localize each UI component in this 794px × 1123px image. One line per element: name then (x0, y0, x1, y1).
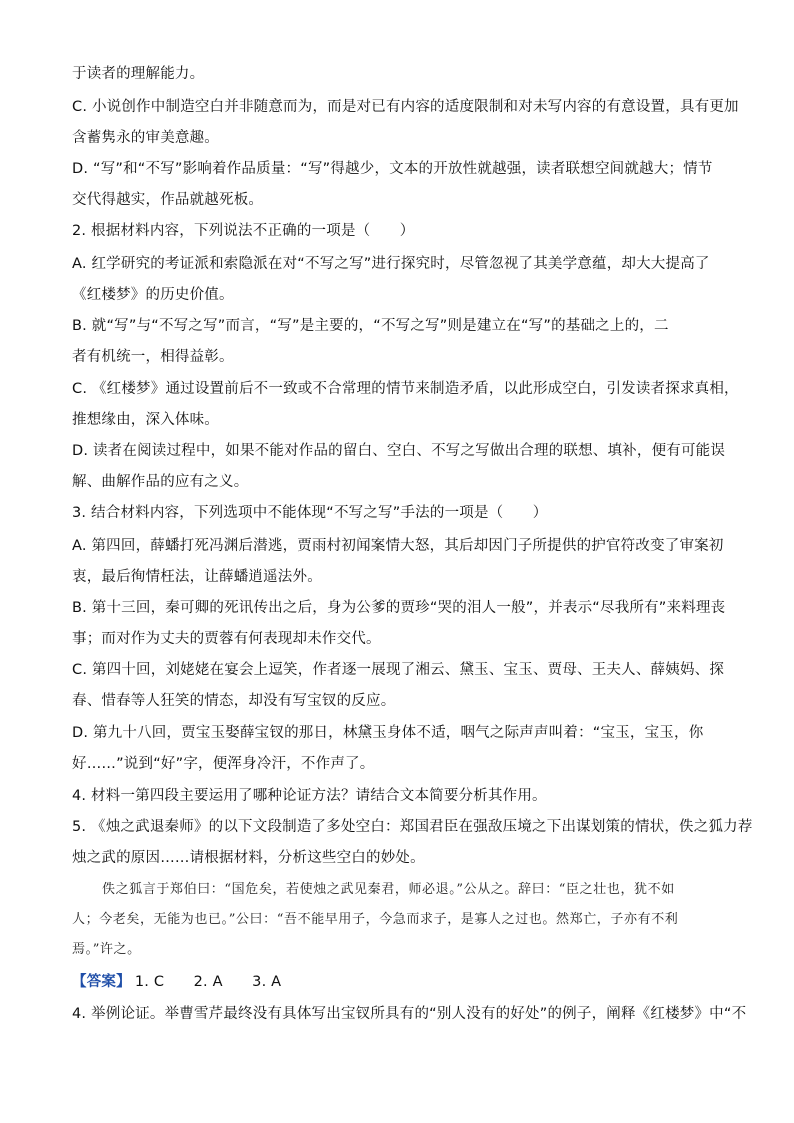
answer-values: 1. C 2. A 3. A (134, 974, 282, 990)
text-line: 推想缘由，深入体味。 (72, 412, 219, 428)
text-line: D. “写”和“不写”影响着作品质量：“写”得越少，文本的开放性就越强，读者联想空间就越大；情节 (72, 161, 713, 177)
answer-explanation: 4. 举例论证。举曹雪芹最终没有具体写出宝钗所具有的“别人没有的好处”的例子，阐释《红楼梦》中“不 (72, 1006, 747, 1022)
text-line: 含蓄隽永的审美意趣。 (72, 130, 219, 146)
text-line: 衷，最后徇情枉法，让薛蟠逍遥法外。 (72, 569, 322, 585)
quote-line: 人；今老矣，无能为也已。”公曰：“吾不能早用子，今急而求子，是寡人之过也。然郑亡，子亦有不利 (72, 912, 679, 927)
text-line: 春、惜春等人狂笑的情态，却没有写宝钗的反应。 (72, 693, 396, 709)
question-4: 4. 材料一第四段主要运用了哪种论证方法？请结合文本简要分析其作用。 (72, 788, 547, 804)
question-3: 3. 结合材料内容，下列选项中不能体现“不写之写”手法的一项是（ ） (72, 505, 548, 521)
question-2: 2. 根据材料内容，下列说法不正确的一项是（ ） (72, 223, 415, 239)
text-line: A. 红学研究的考证派和索隐派在对“不写之写”进行探究时，尽管忽视了其美学意蕴，却大大提高了 (72, 256, 710, 272)
text-line: C. 《红楼梦》通过设置前后不一致或不合常理的情节来制造矛盾，以此形成空白，引发读者探求真相， (72, 381, 739, 397)
answer-line (72, 972, 281, 992)
text-line: C. 小说创作中制造空白并非随意而为，而是对已有内容的适度限制和对未写内容的有意设置，具有更加 (72, 99, 739, 115)
text-line: C. 第四十回，刘姥姥在宴会上逗笑，作者逐一展现了湘云、黛玉、宝玉、贾母、王夫人、薛姨妈、探 (72, 662, 725, 678)
text-line: 者有机统一，相得益彰。 (72, 349, 234, 365)
text-line: B. 就“写”与“不写之写”而言，“写”是主要的，“不写之写”则是建立在“写”的基础之上的，二 (72, 318, 669, 334)
text-line: 事；而对作为丈夫的贾蓉有何表现却未作交代。 (72, 631, 381, 647)
answer-tag: 【答案】 (72, 974, 131, 990)
text-line: 烛之武的原因……请根据材料，分析这些空白的妙处。 (72, 850, 425, 866)
text-line: B. 第十三回，秦可卿的死讯传出之后，身为公爹的贾珍“哭的泪人一般”，并表示“尽我所有”来料理丧 (72, 600, 726, 616)
text-line: 好……”说到“好”字，便浑身冷汗，不作声了。 (72, 756, 375, 772)
quote-line: 焉。”许之。 (72, 942, 141, 957)
text-line: D. 第九十八回，贾宝玉娶薛宝钗的那日，林黛玉身体不适，咽气之际声声叫着：“宝玉，宝玉，你 (72, 725, 704, 741)
text-line: 解、曲解作品的应有之义。 (72, 474, 249, 490)
text-line: 于读者的理解能力。 (72, 66, 205, 82)
text-line: A. 第四回，薛蟠打死冯渊后潜逃，贾雨村初闻案情大怒，其后却因门子所提供的护官符改变了审案初 (72, 538, 724, 554)
text-line: 《红楼梦》的历史价值。 (72, 287, 234, 303)
quote-line: 佚之狐言于郑伯曰：“国危矣，若使烛之武见秦君，师必退。”公从之。辞曰：“臣之壮也，犹不如 (102, 882, 675, 897)
text-line: 交代得越实，作品就越死板。 (72, 192, 264, 208)
question-5: 5. 《烛之武退秦师》的以下文段制造了多处空白：郑国君臣在强敌压境之下出谋划策的情状，佚之狐力荐 (72, 819, 753, 835)
text-line: D. 读者在阅读过程中，如果不能对作品的留白、空白、不写之写做出合理的联想、填补，便有可能误 (72, 443, 726, 459)
